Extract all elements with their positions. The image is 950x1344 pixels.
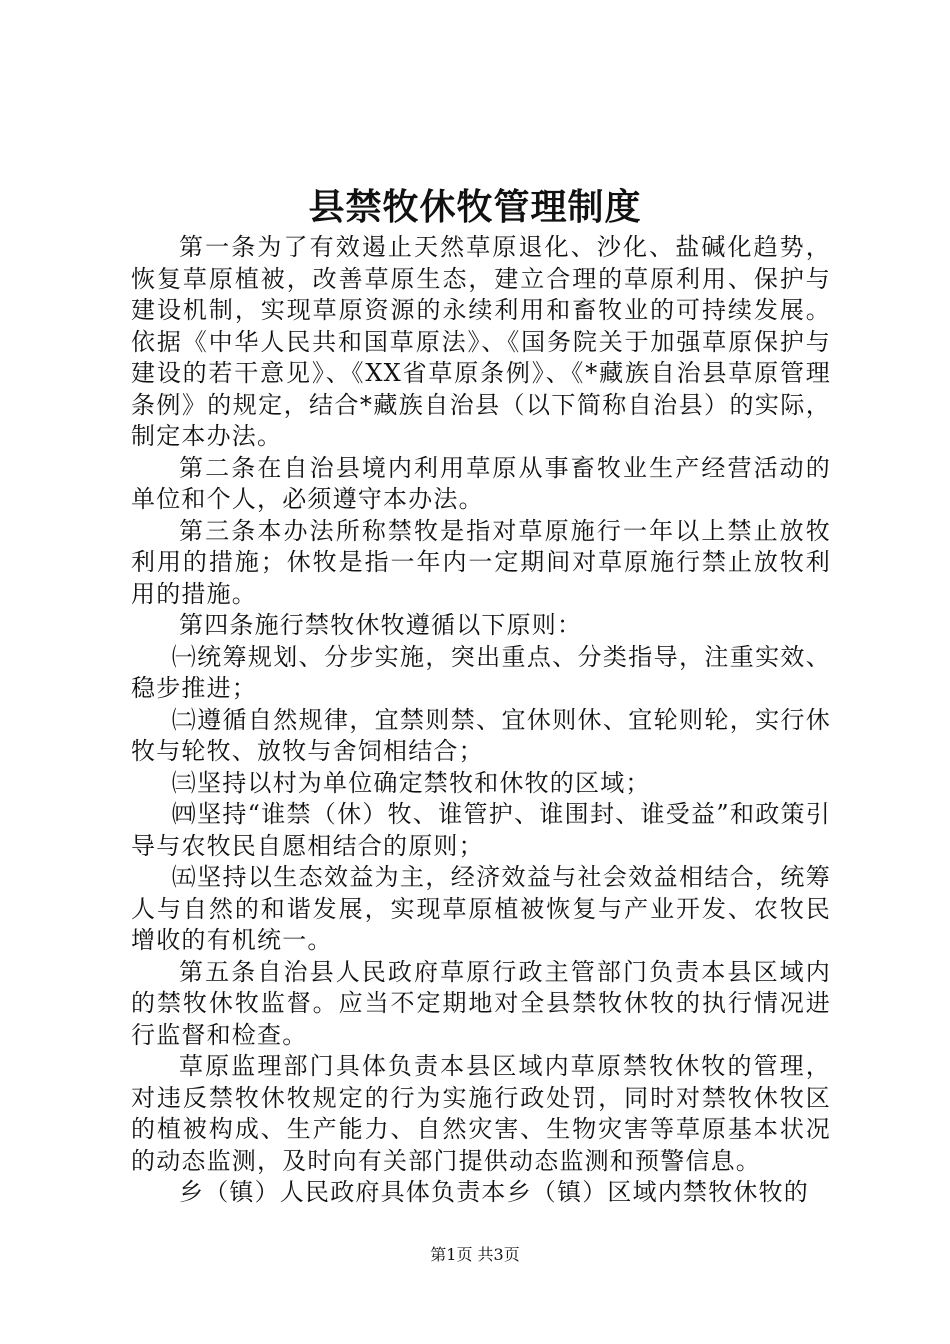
paragraph-supervision: 草原监理部门具体负责本县区域内草原禁牧休牧的管理，对违反禁牧休牧规定的行为实施行政处罚，同时对禁牧休牧区的植被构成、生产能力、自然灾害、生物灾害等草原基本状况的动态监测，及时向有关部门提供动态监测和预警信息。 [131, 1052, 831, 1175]
paragraph-principle-3: ㈢坚持以村为单位确定禁牧和休牧的区域； [171, 768, 651, 797]
paragraph-principle-5: ㈤坚持以生态效益为主，经济效益与社会效益相结合，统筹人与自然的和谐发展，实现草原植被恢复与产业开发、农牧民增收的有机统一。 [131, 863, 831, 954]
paragraph-principle-2: ㈡遵循自然规律，宜禁则禁、宜休则休、宜轮则轮，实行休牧与轮牧、放牧与舍饲相结合； [131, 705, 831, 765]
paragraph-article-2: 第二条在自治县境内利用草原从事畜牧业生产经营活动的单位和个人，必须遵守本办法。 [131, 453, 831, 513]
page-footer: 第1页 共3页 [430, 1245, 520, 1264]
document-title: 县禁牧休牧管理制度 [308, 186, 642, 228]
paragraph-article-4: 第四条施行禁牧休牧遵循以下原则： [179, 611, 583, 639]
paragraph-principle-4: ㈣坚持“谁禁（休）牧、谁管护、谁围封、谁受益”和政策引导与农牧民自愿相结合的原则； [131, 800, 831, 860]
paragraph-article-1: 第一条为了有效遏止天然草原退化、沙化、盐碱化趋势，恢复草原植被，改善草原生态，建立合理的草原利用、保护与建设机制，实现草原资源的永续利用和畜牧业的可持续发展。依据《中华人民共和国草原法》、《国务院关于加强草原保护与建设的若干意见》、《XX省草原条例》、《*藏族自治县草原管理条例》的规定，结合*藏族自治县（以下简称自治县）的实际，制定本办法。 [131, 233, 831, 450]
paragraph-principle-1: ㈠统筹规划、分步实施，突出重点、分类指导，注重实效、稳步推进； [131, 642, 831, 702]
paragraph-article-5: 第五条自治县人民政府草原行政主管部门负责本县区域内的禁牧休牧监督。应当不定期地对全县禁牧休牧的执行情况进行监督和检查。 [131, 957, 831, 1049]
paragraph-article-3: 第三条本办法所称禁牧是指对草原施行一年以上禁止放牧利用的措施；休牧是指一年内一定期间对草原施行禁止放牧利用的措施。 [131, 516, 831, 608]
document-body [131, 232, 831, 1209]
paragraph-township: 乡（镇）人民政府具体负责本乡（镇）区域内禁牧休牧的 [179, 1178, 809, 1206]
